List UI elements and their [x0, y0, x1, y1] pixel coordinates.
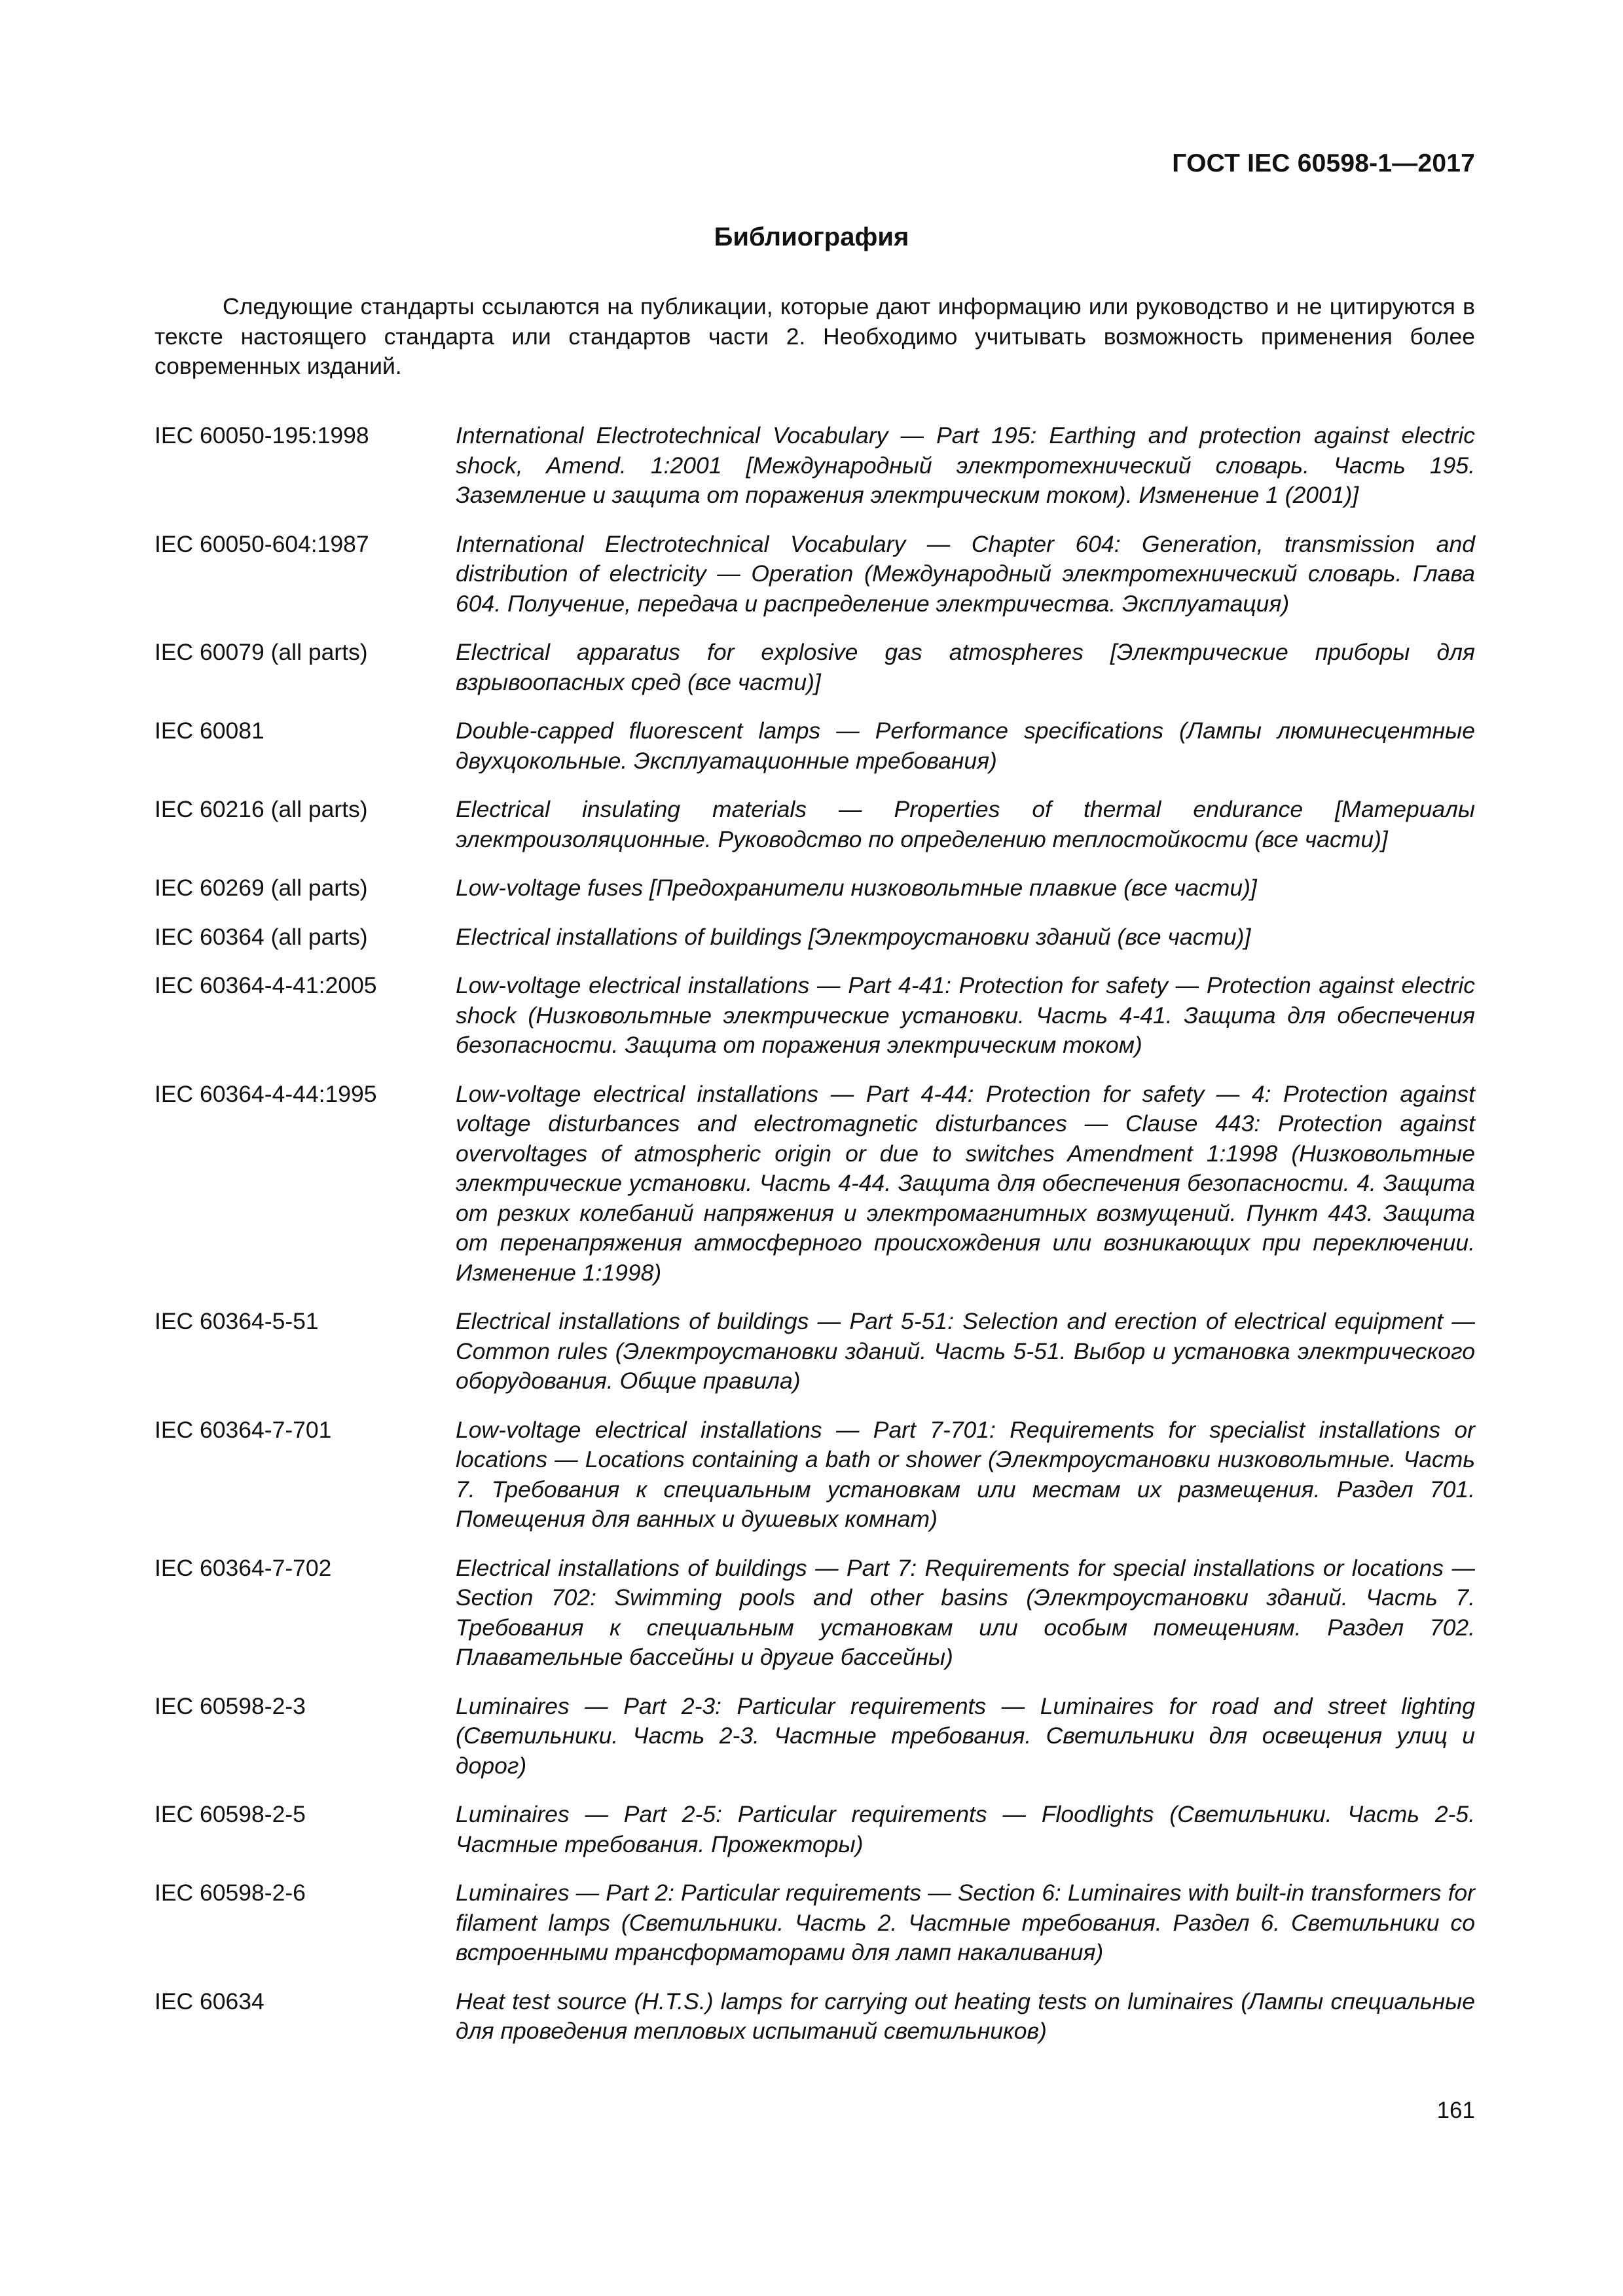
reference-text: Low-voltage fuses [Предохранители низковольтные плавкие (все части)] — [456, 875, 1257, 901]
reference-item — [155, 971, 1475, 1061]
reference-item — [155, 1307, 1475, 1396]
reference-text: Electrical apparatus for explosive gas atmospheres [Электрические приборы для взрывоопасных сред (все части)] — [456, 639, 1475, 695]
reference-text: Luminaires — Part 2: Particular requirements — Section 6: Luminaires with built-in transformers for filament lamps (Светильники. Часть 2. Частные требования. Раздел 6. Светильники со встроенными трансформаторами для ламп накаливания) — [456, 1880, 1475, 1965]
reference-text: Low-voltage electrical installations — Part 4-41: Protection for safety — Protection against electric shock (Низковольтные электрические установки. Часть 4-41. Защита для обеспечения безопасности. Защита от поражения электрическим током) — [456, 972, 1475, 1058]
reference-code: IEC 60598-2-6 — [155, 1880, 306, 1906]
reference-text: Electrical installations of buildings — Part 5-51: Selection and erection of electrical equipment — Common rules (Электроустановки зданий. Часть 5-51. Выбор и установка электрического оборудования. Общие правила) — [456, 1308, 1475, 1394]
reference-text: Electrical insulating materials — Properties of thermal endurance [Материалы электроизоляционные. Руководство по определению теплостойкости (все части)] — [456, 796, 1475, 852]
reference-code: IEC 60081 — [155, 718, 264, 744]
reference-item — [155, 922, 1475, 953]
reference-code: IEC 60050-604:1987 — [155, 530, 369, 557]
reference-item — [155, 638, 1475, 697]
reference-item — [155, 1692, 1475, 1781]
references-list — [155, 421, 1475, 2066]
reference-code: IEC 60364-7-702 — [155, 1554, 332, 1581]
reference-text: Low-voltage electrical installations — Part 7-701: Requirements for specialist installations or locations — Locations containing a bath or shower (Электроустановки низковольтные. Часть 7. Требования к специальным установкам или местам их размещения. Раздел 701. Помещения для ванных и душевых комнат) — [456, 1416, 1475, 1532]
reference-code: IEC 60364-4-44:1995 — [155, 1080, 377, 1107]
reference-item — [155, 1554, 1475, 1673]
reference-item — [155, 530, 1475, 619]
reference-item — [155, 716, 1475, 776]
reference-code: IEC 60216 (all parts) — [155, 796, 368, 822]
reference-item — [155, 421, 1475, 511]
reference-code: IEC 60364-4-41:2005 — [155, 972, 377, 998]
page-number: 161 — [1436, 2098, 1475, 2123]
reference-code: IEC 60598-2-5 — [155, 1801, 306, 1827]
reference-text: Electrical installations of buildings [Электроустановки зданий (все части)] — [456, 923, 1251, 950]
reference-item — [155, 1878, 1475, 1968]
reference-item — [155, 1987, 1475, 2047]
reference-item — [155, 795, 1475, 854]
reference-text: Heat test source (H.T.S.) lamps for carrying out heating tests on luminaires (Лампы специальные для проведения тепловых испытаний светильников) — [456, 1988, 1475, 2044]
reference-text: Luminaires — Part 2-3: Particular requirements — Luminaires for road and street lighting (Светильники. Часть 2-3. Частные требования. Светильники для освещения улиц и дорог) — [456, 1692, 1475, 1779]
section-title: Библиография — [714, 223, 909, 251]
reference-code: IEC 60050-195:1998 — [155, 422, 369, 448]
reference-text: Low-voltage electrical installations — Part 4-44: Protection for safety — 4: Protection against voltage disturbances and electromagnetic disturbances — Clause 443: Protection against overvoltages of atmospheric origin or due to switches Amendment 1:1998 (Низковольтные электрические установки. Часть 4-44. Защита для обеспечения безопасности. 4. Защита от резких колебаний напряжения и электромагнитных возмущений. Пункт 443. Защита от перенапряжения атмосферного происхождения или возникающих при переключении. Изменение 1:1998) — [456, 1080, 1475, 1286]
reference-text: Luminaires — Part 2-5: Particular requirements — Floodlights (Светильники. Часть 2-5. Частные требования. Прожекторы) — [456, 1801, 1475, 1857]
document-code: ГОСТ IEC 60598-1—2017 — [1172, 149, 1475, 177]
reference-code: IEC 60364-7-701 — [155, 1416, 332, 1443]
reference-item — [155, 1800, 1475, 1859]
reference-code: IEC 60598-2-3 — [155, 1692, 306, 1719]
reference-code: IEC 60364-5-51 — [155, 1308, 319, 1334]
reference-text: International Electrotechnical Vocabulary — Chapter 604: Generation, transmission and distribution of electricity — Operation (Международный электротехнический словарь. Глава 604. Получение, передача и распределение электричества. Эксплуатация) — [456, 530, 1475, 617]
reference-text: Double-capped fluorescent lamps — Performance specifications (Лампы люминесцентные двухцокольные. Эксплуатационные требования) — [456, 718, 1475, 774]
reference-code: IEC 60364 (all parts) — [155, 923, 368, 950]
reference-item — [155, 1080, 1475, 1288]
reference-item — [155, 873, 1475, 903]
reference-code: IEC 60269 (all parts) — [155, 875, 368, 901]
intro-paragraph: Следующие стандарты ссылаются на публикации, которые дают информацию или руководство и не цитируются в тексте настоящего стандарта или стандартов части 2. Необходимо учитывать возможность применения более современных изданий. — [155, 293, 1475, 379]
reference-code: IEC 60079 (all parts) — [155, 639, 368, 665]
reference-text: International Electrotechnical Vocabulary — Part 195: Earthing and protection against electric shock, Amend. 1:2001 [Международный электротехнический словарь. Часть 195. Заземление и защита от поражения электрическим током). Изменение 1 (2001)] — [456, 422, 1475, 508]
reference-text: Electrical installations of buildings — Part 7: Requirements for special installations or locations — Section 702: Swimming pools and other basins (Электроустановки зданий. Часть 7. Требования к специальным установкам или особым помещениям. Раздел 702. Плавательные бассейны и другие бассейны) — [456, 1554, 1475, 1670]
reference-code: IEC 60634 — [155, 1988, 264, 2014]
reference-item — [155, 1415, 1475, 1535]
